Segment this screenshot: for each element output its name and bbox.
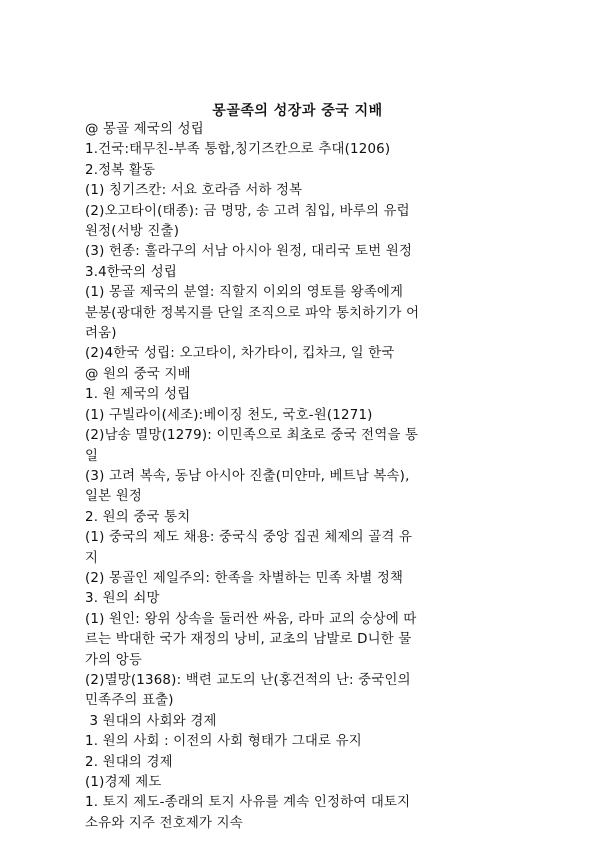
body-line: (2)남송 멸망(1279): 이민족으로 최초로 중국 전역을 통	[85, 428, 419, 444]
body-line: (1) 중국의 제도 채용: 중국식 중앙 집권 체제의 골격 유	[85, 530, 413, 546]
body-line: 1.건국:태무친-부족 통합,칭기즈칸으로 추대(1206)	[85, 142, 391, 158]
body-line: 민족주의 표출)	[85, 693, 174, 709]
body-line: (3) 고려 복속, 동남 아시아 진출(미얀마, 베트남 복속),	[85, 468, 410, 484]
body-line: (1) 칭기즈칸: 서요 호라즘 서하 정복	[85, 183, 303, 199]
body-line: 1. 토지 제도-종래의 토지 사유를 계속 인정하여 대토지	[85, 795, 411, 811]
body-line: (1) 구빌라이(세조):베이징 천도, 국호-원(1271)	[85, 407, 373, 423]
body-line: 2.정복 활동	[85, 162, 156, 178]
body-line: (1)경제 제도	[85, 775, 162, 790]
body-line: (3) 헌종: 훌라구의 서남 아시아 원정, 대리국 토번 원정	[85, 244, 413, 260]
body-line: (1) 원인: 왕위 상속을 둘러싼 싸움, 라마 교의 숭상에 따	[85, 611, 417, 627]
body-line: (2)오고타이(태종): 금 명망, 송 고려 침입, 바루의 유럽	[85, 203, 410, 219]
body-line: 원정(서방 진출)	[85, 224, 180, 240]
body-line: (1) 몽골 제국의 분열: 직할지 이외의 영토를 왕족에게	[85, 285, 404, 301]
body-line: 2. 원의 중국 통치	[85, 509, 191, 525]
body-line: 3. 원의 쇠망	[85, 591, 160, 607]
document-body	[85, 120, 510, 834]
body-line: @ 몽골 제국의 성립	[85, 122, 204, 137]
body-line: 2. 원대의 경제	[85, 754, 173, 770]
body-line: @ 원의 중국 지배	[85, 366, 191, 382]
body-line: 가의 앙등	[85, 652, 142, 668]
body-line: 1. 원의 사회 : 이전의 사회 형태가 그대로 유지	[85, 734, 362, 750]
body-line: 르는 박대한 국가 재정의 낭비, 교초의 남발로 D니한 물	[85, 632, 412, 648]
body-line: 지	[85, 550, 99, 566]
body-line: (2)4한국 성립: 오고타이, 차가타이, 킵차크, 일 한국	[85, 346, 395, 362]
body-line: (2)멸망(1368): 백련 교도의 난(홍건적의 난: 중국인의	[85, 672, 411, 688]
body-line: 일	[85, 448, 99, 464]
body-line: (2) 몽골인 제일주의: 한족을 차별하는 민족 차별 정책	[85, 570, 404, 586]
body-line: 3 원대의 사회와 경제	[85, 713, 217, 729]
body-line: 3.4한국의 성립	[85, 264, 178, 280]
body-line: 1. 원 제국의 성립	[85, 387, 191, 403]
body-line: 소유와 지주 전호제가 지속	[85, 815, 243, 831]
body-line: 려움)	[85, 326, 117, 342]
body-line: 일본 원정	[85, 489, 142, 505]
body-line: 분봉(광대한 정복지를 단일 조직으로 파악 통치하기가 어	[85, 305, 420, 321]
document-title: 몽골족의 성장과 중국 지배	[212, 103, 383, 119]
